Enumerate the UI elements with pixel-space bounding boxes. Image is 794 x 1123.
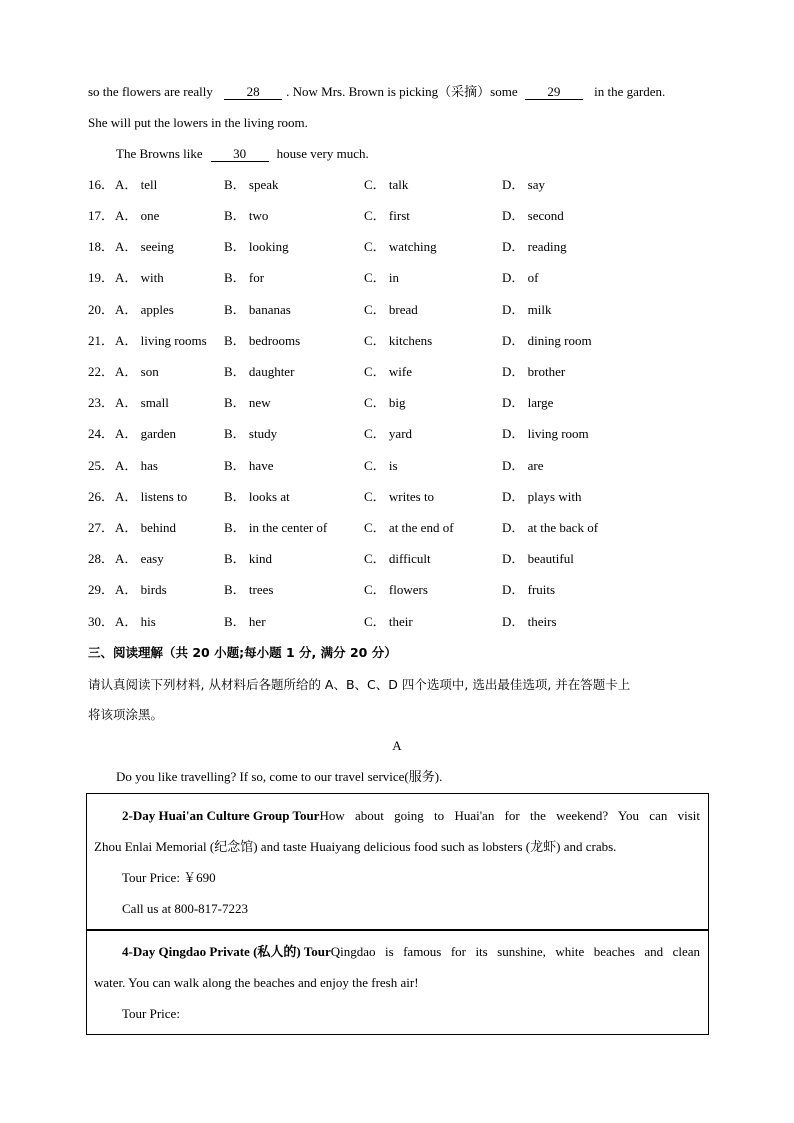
- option-d: D． second: [502, 208, 564, 223]
- option-c: C． writes to: [364, 489, 435, 504]
- option-b: B． study: [224, 426, 278, 441]
- question-row: [88, 394, 708, 412]
- option-c: C． difficult: [364, 551, 431, 566]
- question-row: [88, 269, 708, 287]
- question-number: 25．: [88, 458, 115, 473]
- option-c: C． big: [364, 395, 406, 410]
- option-b: B． two: [224, 208, 269, 223]
- option-b: B． in the center of: [224, 520, 328, 535]
- tour-title: 2-Day Huai'an Culture Group Tour: [122, 808, 320, 823]
- tour-description-cont: water. You can walk along the beaches and enjoy the fresh air!: [94, 975, 419, 990]
- option-d: D． reading: [502, 239, 567, 254]
- tour-title: 4-Day Qingdao Private (私人的) Tour: [122, 944, 331, 959]
- option-b: B． new: [224, 395, 271, 410]
- tour-price: Tour Price:: [122, 1006, 180, 1021]
- option-c: C． kitchens: [364, 333, 433, 348]
- option-c: C． is: [364, 458, 398, 473]
- question-row: [88, 425, 708, 443]
- question-row: [88, 488, 708, 506]
- tour-heading-line: [122, 807, 700, 825]
- question-row: [88, 581, 708, 599]
- option-d: D． fruits: [502, 582, 556, 597]
- tour-heading-line: [122, 943, 700, 961]
- option-c: C． first: [364, 208, 410, 223]
- passage-line-3: [116, 145, 369, 163]
- option-d: D． at the back of: [502, 520, 599, 535]
- question-number: 18．: [88, 239, 115, 254]
- question-row: [88, 363, 708, 381]
- question-number: 22．: [88, 364, 115, 379]
- option-c: C． bread: [364, 302, 418, 317]
- option-a: A． his: [115, 614, 156, 629]
- option-d: D． say: [502, 177, 545, 192]
- tour-description: Qingdao is famous for its sunshine, white beaches and clean: [330, 944, 700, 959]
- option-a: A． small: [115, 395, 169, 410]
- option-d: D． dining room: [502, 333, 592, 348]
- option-b: B． daughter: [224, 364, 295, 379]
- option-a: A． easy: [115, 551, 164, 566]
- option-a: A． with: [115, 270, 164, 285]
- tour-description-cont: Zhou Enlai Memorial (纪念馆) and taste Huaiyang delicious food such as lobsters (龙虾) and crabs.: [94, 839, 617, 854]
- option-b: B． bananas: [224, 302, 291, 317]
- option-d: D． brother: [502, 364, 566, 379]
- option-d: D． theirs: [502, 614, 557, 629]
- tour-description: How about going to Huai'an for the weekend? You can visit: [319, 808, 700, 823]
- question-number: 27．: [88, 520, 115, 535]
- option-a: A． garden: [115, 426, 177, 441]
- section-heading: 三、阅读理解（共 20 小题;每小题 1 分, 满分 20 分）: [88, 645, 397, 660]
- question-row: [88, 238, 708, 256]
- option-b: B． looks at: [224, 489, 290, 504]
- option-c: C． watching: [364, 239, 437, 254]
- option-a: A． listens to: [115, 489, 188, 504]
- question-row: [88, 519, 708, 537]
- option-d: D． large: [502, 395, 554, 410]
- option-a: A． son: [115, 364, 159, 379]
- question-row: [88, 550, 708, 568]
- question-number: 26．: [88, 489, 115, 504]
- option-b: B． bedrooms: [224, 333, 301, 348]
- option-d: D． are: [502, 458, 544, 473]
- option-c: C． wife: [364, 364, 413, 379]
- question-number: 29．: [88, 582, 115, 597]
- passage-text: . Now Mrs. Brown is picking（采摘）some: [286, 84, 518, 99]
- tour-card: [86, 793, 709, 931]
- option-b: B． her: [224, 614, 266, 629]
- question-number: 20．: [88, 302, 115, 317]
- tour-price: Tour Price: ￥690: [122, 870, 216, 885]
- option-c: C． yard: [364, 426, 413, 441]
- passage-line-2: She will put the lowers in the living room.: [88, 115, 308, 130]
- question-row: [88, 176, 708, 194]
- option-a: A． has: [115, 458, 158, 473]
- tour-card: [86, 929, 709, 1035]
- option-d: D． of: [502, 270, 539, 285]
- option-a: A． tell: [115, 177, 158, 192]
- option-c: C． at the end of: [364, 520, 454, 535]
- option-c: C． flowers: [364, 582, 428, 597]
- option-a: A． living rooms: [115, 333, 207, 348]
- passage-text: so the flowers are really: [88, 84, 213, 99]
- question-number: 21．: [88, 333, 115, 348]
- option-c: C． their: [364, 614, 413, 629]
- option-b: B． trees: [224, 582, 274, 597]
- option-b: B． have: [224, 458, 274, 473]
- question-number: 28．: [88, 551, 115, 566]
- passage-label: A: [392, 738, 402, 753]
- question-number: 19．: [88, 270, 115, 285]
- option-d: D． beautiful: [502, 551, 574, 566]
- passage-text: in the garden.: [594, 84, 666, 99]
- passage-text: The Browns like: [116, 146, 203, 161]
- question-row: [88, 613, 708, 631]
- passage-intro: Do you like travelling? If so, come to our travel service(服务).: [116, 769, 443, 784]
- blank-29: 29: [525, 85, 583, 100]
- question-number: 23．: [88, 395, 115, 410]
- option-b: B． for: [224, 270, 265, 285]
- question-number: 24．: [88, 426, 115, 441]
- question-number: 16．: [88, 177, 115, 192]
- option-d: D． living room: [502, 426, 589, 441]
- option-a: A． one: [115, 208, 160, 223]
- question-number: 30．: [88, 614, 115, 629]
- option-b: B． kind: [224, 551, 273, 566]
- option-b: B． speak: [224, 177, 279, 192]
- option-d: D． milk: [502, 302, 552, 317]
- question-row: [88, 332, 708, 350]
- option-a: A． apples: [115, 302, 174, 317]
- option-c: C． in: [364, 270, 400, 285]
- option-c: C． talk: [364, 177, 409, 192]
- blank-30: 30: [211, 147, 269, 162]
- option-a: A． behind: [115, 520, 177, 535]
- question-row: [88, 457, 708, 475]
- option-a: A． birds: [115, 582, 167, 597]
- blank-28: 28: [224, 85, 282, 100]
- section-instructions-cont: 将该项涂黑。: [88, 707, 164, 722]
- question-row: [88, 301, 708, 319]
- section-instructions: 请认真阅读下列材料, 从材料后各题所给的 A、B、C、D 四个选项中, 选出最佳选项, 并在答题卡上: [88, 677, 631, 692]
- tour-phone: Call us at 800-817-7223: [122, 901, 249, 916]
- question-number: 17．: [88, 208, 115, 223]
- option-a: A． seeing: [115, 239, 174, 254]
- option-b: B． looking: [224, 239, 289, 254]
- option-d: D． plays with: [502, 489, 582, 504]
- question-row: [88, 207, 708, 225]
- passage-text: house very much.: [276, 146, 369, 161]
- passage-line-1: [88, 83, 665, 101]
